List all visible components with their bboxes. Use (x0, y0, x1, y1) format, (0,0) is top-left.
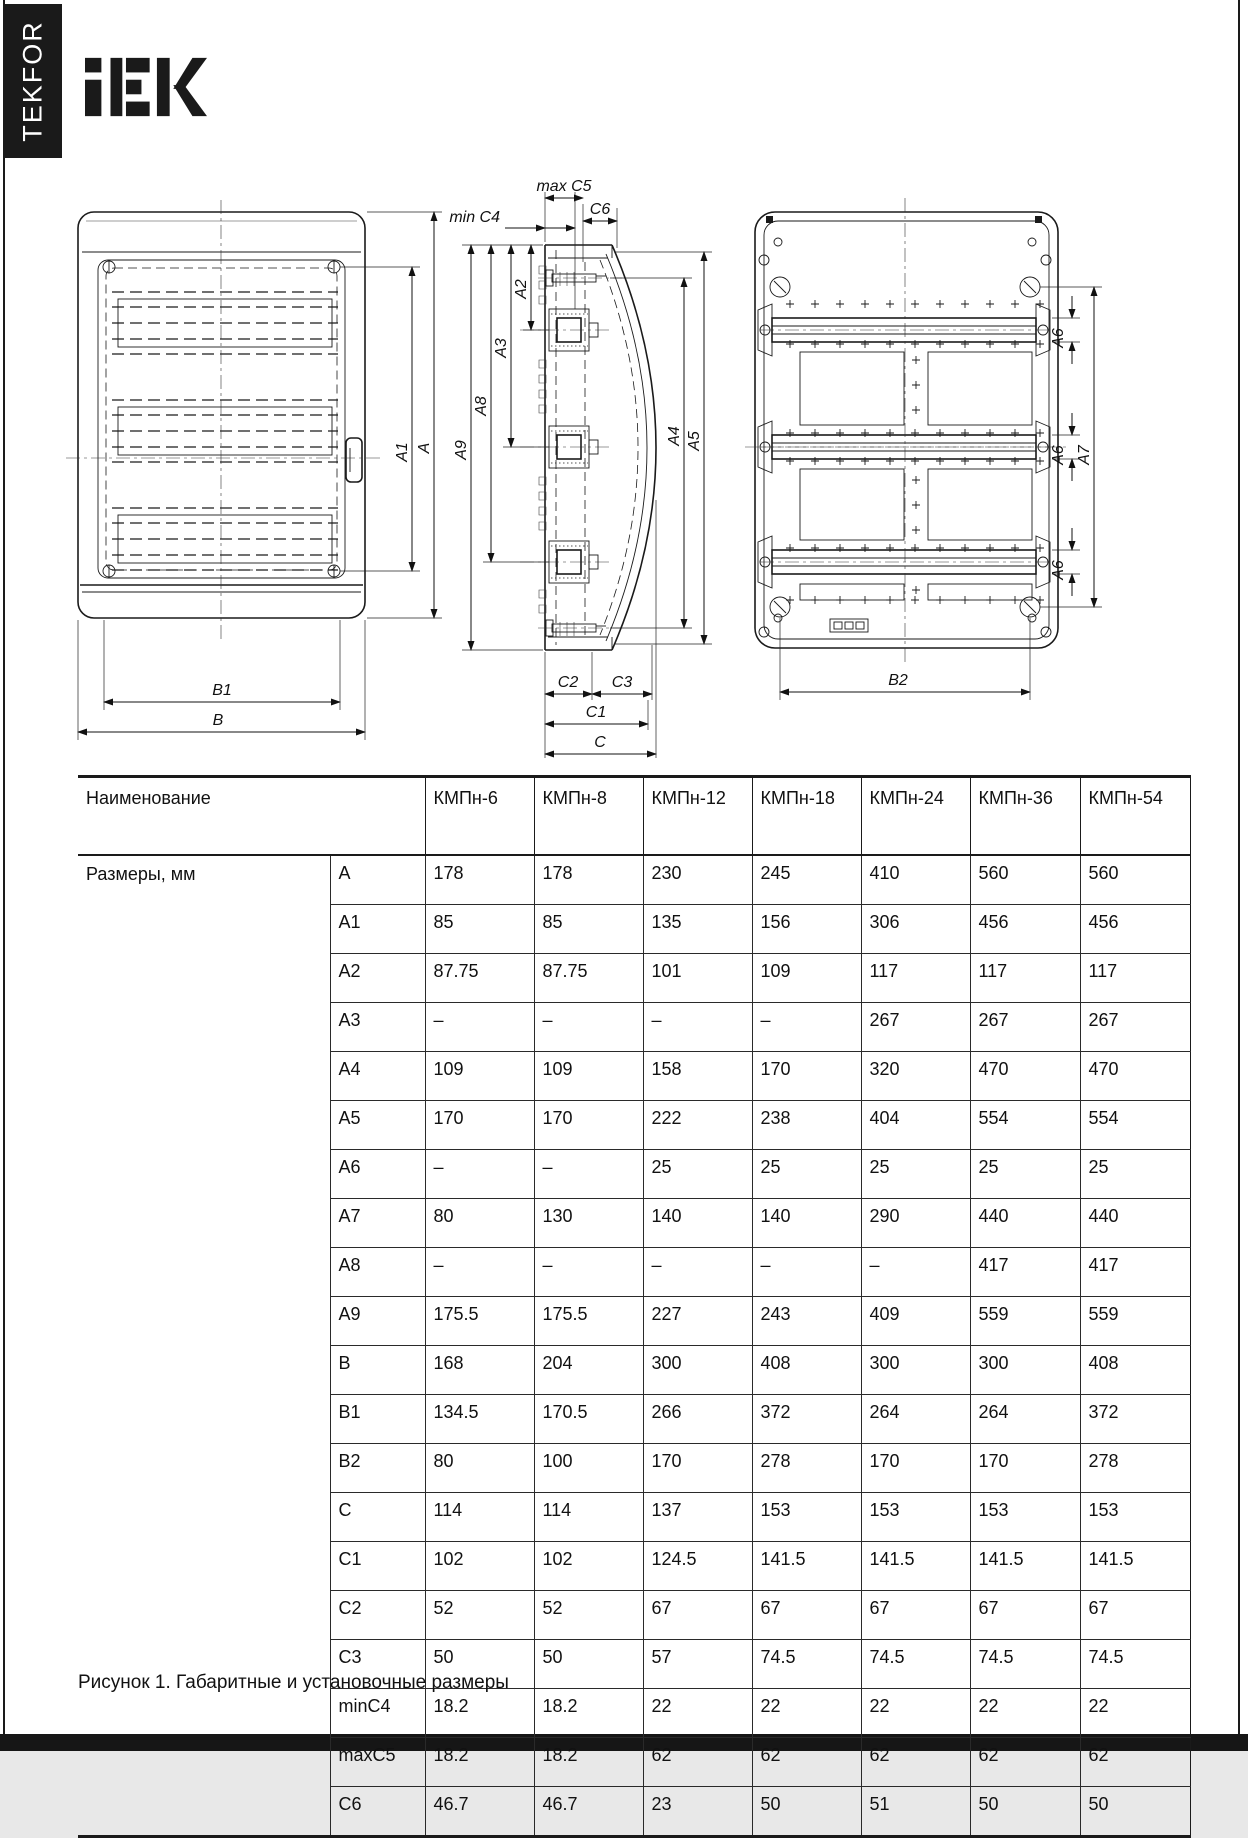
value-cell: 25 (752, 1150, 861, 1199)
column-header-kmpn-54: КМПн-54 (1080, 777, 1190, 856)
param-cell: A4 (330, 1052, 425, 1101)
value-cell: 62 (970, 1738, 1080, 1787)
value-cell: 408 (1080, 1346, 1190, 1395)
value-cell: 178 (534, 855, 643, 905)
dim-label-a6-3: A6 (1050, 560, 1067, 580)
value-cell: 80 (425, 1444, 534, 1493)
value-cell: 141.5 (752, 1542, 861, 1591)
param-cell: A (330, 855, 425, 905)
value-cell: 74.5 (970, 1640, 1080, 1689)
value-cell: 243 (752, 1297, 861, 1346)
value-cell: 300 (643, 1346, 752, 1395)
value-cell: 204 (534, 1346, 643, 1395)
value-cell: 153 (1080, 1493, 1190, 1542)
dim-label-a8: A8 (473, 396, 490, 416)
value-cell: 109 (425, 1052, 534, 1101)
value-cell: 67 (643, 1591, 752, 1640)
value-cell: 114 (534, 1493, 643, 1542)
door-handle (346, 438, 362, 482)
value-cell: 140 (643, 1199, 752, 1248)
param-cell: A6 (330, 1150, 425, 1199)
dim-label-a2: A2 (513, 279, 530, 299)
value-cell: 141.5 (970, 1542, 1080, 1591)
value-cell: – (643, 1248, 752, 1297)
value-cell: – (643, 1003, 752, 1052)
value-cell: 554 (970, 1101, 1080, 1150)
value-cell: 170 (534, 1101, 643, 1150)
value-cell: 559 (1080, 1297, 1190, 1346)
value-cell: – (534, 1003, 643, 1052)
series-tab (4, 4, 62, 158)
value-cell: 67 (970, 1591, 1080, 1640)
param-cell: maxC5 (330, 1738, 425, 1787)
param-cell: B1 (330, 1395, 425, 1444)
din-rail-mounts-side (520, 309, 612, 583)
value-cell: 25 (861, 1150, 970, 1199)
value-cell: 74.5 (1080, 1640, 1190, 1689)
value-cell: 440 (1080, 1199, 1190, 1248)
value-cell: 456 (1080, 905, 1190, 954)
value-cell: 62 (861, 1738, 970, 1787)
value-cell: 417 (1080, 1248, 1190, 1297)
value-cell: 470 (1080, 1052, 1190, 1101)
param-cell: minC4 (330, 1689, 425, 1738)
value-cell: 87.75 (425, 954, 534, 1003)
value-cell: 320 (861, 1052, 970, 1101)
value-cell: 114 (425, 1493, 534, 1542)
value-cell: 222 (643, 1101, 752, 1150)
value-cell: 50 (970, 1787, 1080, 1837)
value-cell: 470 (970, 1052, 1080, 1101)
value-cell: 46.7 (534, 1787, 643, 1837)
value-cell: 141.5 (861, 1542, 970, 1591)
dim-label-a: A (416, 442, 433, 454)
value-cell: 22 (752, 1689, 861, 1738)
param-cell: A3 (330, 1003, 425, 1052)
value-cell: 141.5 (1080, 1542, 1190, 1591)
dim-label-max-c5: max C5 (536, 178, 592, 195)
value-cell: 264 (970, 1395, 1080, 1444)
iek-logo-mark (85, 58, 207, 116)
value-cell: 62 (1080, 1738, 1190, 1787)
value-cell: 230 (643, 855, 752, 905)
value-cell: 404 (861, 1101, 970, 1150)
value-cell: 140 (752, 1199, 861, 1248)
certification-mark (830, 619, 868, 632)
value-cell: 290 (861, 1199, 970, 1248)
value-cell: 137 (643, 1493, 752, 1542)
value-cell: 74.5 (752, 1640, 861, 1689)
value-cell: – (425, 1150, 534, 1199)
value-cell: 134.5 (425, 1395, 534, 1444)
value-cell: 50 (534, 1640, 643, 1689)
value-cell: 117 (970, 954, 1080, 1003)
value-cell: 74.5 (861, 1640, 970, 1689)
value-cell: 278 (752, 1444, 861, 1493)
value-cell: 25 (643, 1150, 752, 1199)
value-cell: 559 (970, 1297, 1080, 1346)
value-cell: 300 (861, 1346, 970, 1395)
value-cell: 22 (643, 1689, 752, 1738)
value-cell: 175.5 (534, 1297, 643, 1346)
value-cell: 168 (425, 1346, 534, 1395)
dim-label-a4: A4 (666, 426, 683, 446)
value-cell: 245 (752, 855, 861, 905)
value-cell: 18.2 (425, 1689, 534, 1738)
value-cell: 50 (1080, 1787, 1190, 1837)
value-cell: 25 (1080, 1150, 1190, 1199)
value-cell: 410 (861, 855, 970, 905)
value-cell: 67 (752, 1591, 861, 1640)
value-cell: 170.5 (534, 1395, 643, 1444)
front-view (66, 200, 442, 740)
value-cell: 50 (752, 1787, 861, 1837)
value-cell: 85 (534, 905, 643, 954)
param-cell: A8 (330, 1248, 425, 1297)
table-row (78, 855, 1190, 905)
param-cell: C (330, 1493, 425, 1542)
value-cell: – (425, 1248, 534, 1297)
param-cell: C1 (330, 1542, 425, 1591)
dim-label-b: B (212, 712, 224, 729)
value-cell: 264 (861, 1395, 970, 1444)
value-cell: 153 (752, 1493, 861, 1542)
dim-label-min-c4: min C4 (449, 209, 500, 226)
dim-label-a5: A5 (686, 431, 703, 451)
value-cell: – (752, 1248, 861, 1297)
column-header-kmpn-6: КМПн-6 (425, 777, 534, 856)
value-cell: 440 (970, 1199, 1080, 1248)
dim-label-c2: C2 (557, 674, 579, 691)
value-cell: – (425, 1003, 534, 1052)
value-cell: 170 (861, 1444, 970, 1493)
dim-label-b2: B2 (888, 672, 908, 689)
value-cell: 46.7 (425, 1787, 534, 1837)
value-cell: 25 (970, 1150, 1080, 1199)
value-cell: 67 (861, 1591, 970, 1640)
param-cell: C6 (330, 1787, 425, 1837)
front-vent-slots (112, 292, 338, 570)
value-cell: 158 (643, 1052, 752, 1101)
dim-label-a1: A1 (394, 442, 411, 462)
value-cell: 408 (752, 1346, 861, 1395)
column-header-kmpn-12: КМПн-12 (643, 777, 752, 856)
value-cell: 130 (534, 1199, 643, 1248)
param-cell: A9 (330, 1297, 425, 1346)
value-cell: 153 (970, 1493, 1080, 1542)
value-cell: 67 (1080, 1591, 1190, 1640)
dim-label-b1: B1 (212, 682, 232, 699)
dim-label-a9: A9 (453, 440, 470, 460)
dim-label-a3: A3 (493, 338, 510, 358)
figure-caption: Рисунок 1. Габаритные и установочные размеры (78, 1672, 509, 1693)
value-cell: 267 (970, 1003, 1080, 1052)
value-cell: 52 (425, 1591, 534, 1640)
front-corner-screws (103, 261, 340, 577)
value-cell: 417 (970, 1248, 1080, 1297)
value-cell: 101 (643, 954, 752, 1003)
dim-label-c1: C1 (585, 704, 607, 721)
value-cell: 170 (752, 1052, 861, 1101)
value-cell: 227 (643, 1297, 752, 1346)
value-cell: 170 (425, 1101, 534, 1150)
value-cell: 560 (1080, 855, 1190, 905)
value-cell: 560 (970, 855, 1080, 905)
value-cell: 153 (861, 1493, 970, 1542)
dim-label-c: C (594, 734, 606, 751)
column-header-kmpn-24: КМПн-24 (861, 777, 970, 856)
value-cell: 102 (534, 1542, 643, 1591)
column-header-kmpn-36: КМПн-36 (970, 777, 1080, 856)
value-cell: 50 (425, 1640, 534, 1689)
value-cell: 109 (752, 954, 861, 1003)
value-cell: 170 (970, 1444, 1080, 1493)
param-cell: A2 (330, 954, 425, 1003)
dim-label-a6-2: A6 (1050, 445, 1067, 465)
value-cell: 62 (643, 1738, 752, 1787)
value-cell: 267 (861, 1003, 970, 1052)
value-cell: 85 (425, 905, 534, 954)
value-cell: 306 (861, 905, 970, 954)
table-header-row (78, 777, 1190, 856)
value-cell: – (534, 1150, 643, 1199)
value-cell: 409 (861, 1297, 970, 1346)
value-cell: 170 (643, 1444, 752, 1493)
series-label: TEKFOR (17, 20, 48, 142)
param-cell: B2 (330, 1444, 425, 1493)
value-cell: 266 (643, 1395, 752, 1444)
table-header-name: Наименование (78, 777, 425, 856)
param-cell: C3 (330, 1640, 425, 1689)
side-view (449, 178, 712, 758)
column-header-kmpn-8: КМПн-8 (534, 777, 643, 856)
value-cell: – (861, 1248, 970, 1297)
param-cell: A1 (330, 905, 425, 954)
value-cell: 300 (970, 1346, 1080, 1395)
value-cell: 117 (861, 954, 970, 1003)
row-group-label: Размеры, мм (86, 864, 196, 884)
dim-label-c3: C3 (611, 674, 633, 691)
value-cell: 372 (752, 1395, 861, 1444)
value-cell: 51 (861, 1787, 970, 1837)
value-cell: 22 (1080, 1689, 1190, 1738)
value-cell: 109 (534, 1052, 643, 1101)
column-header-kmpn-18: КМПн-18 (752, 777, 861, 856)
value-cell: 102 (425, 1542, 534, 1591)
param-cell: A7 (330, 1199, 425, 1248)
dim-label-c6: C6 (589, 201, 611, 218)
value-cell: 62 (752, 1738, 861, 1787)
value-cell: 22 (970, 1689, 1080, 1738)
iek-logo (85, 56, 207, 118)
value-cell: 87.75 (534, 954, 643, 1003)
value-cell: 554 (1080, 1101, 1190, 1150)
value-cell: 267 (1080, 1003, 1190, 1052)
dim-label-a6-1: A6 (1050, 328, 1067, 348)
value-cell: 18.2 (534, 1738, 643, 1787)
value-cell: 22 (861, 1689, 970, 1738)
value-cell: 80 (425, 1199, 534, 1248)
dimension-drawings (0, 150, 1248, 765)
value-cell: – (534, 1248, 643, 1297)
value-cell: – (752, 1003, 861, 1052)
value-cell: 278 (1080, 1444, 1190, 1493)
param-cell: B (330, 1346, 425, 1395)
value-cell: 135 (643, 905, 752, 954)
value-cell: 18.2 (425, 1738, 534, 1787)
value-cell: 52 (534, 1591, 643, 1640)
dim-label-a7: A7 (1076, 445, 1093, 465)
value-cell: 124.5 (643, 1542, 752, 1591)
wall-mount-screw-top (538, 270, 622, 286)
param-cell: A5 (330, 1101, 425, 1150)
param-cell: C2 (330, 1591, 425, 1640)
value-cell: 18.2 (534, 1689, 643, 1738)
value-cell: 238 (752, 1101, 861, 1150)
value-cell: 372 (1080, 1395, 1190, 1444)
value-cell: 117 (1080, 954, 1190, 1003)
din-rails-back (758, 304, 1050, 588)
value-cell: 156 (752, 905, 861, 954)
value-cell: 178 (425, 855, 534, 905)
value-cell: 100 (534, 1444, 643, 1493)
value-cell: 175.5 (425, 1297, 534, 1346)
value-cell: 57 (643, 1640, 752, 1689)
value-cell: 23 (643, 1787, 752, 1837)
value-cell: 456 (970, 905, 1080, 954)
back-view (745, 198, 1102, 700)
